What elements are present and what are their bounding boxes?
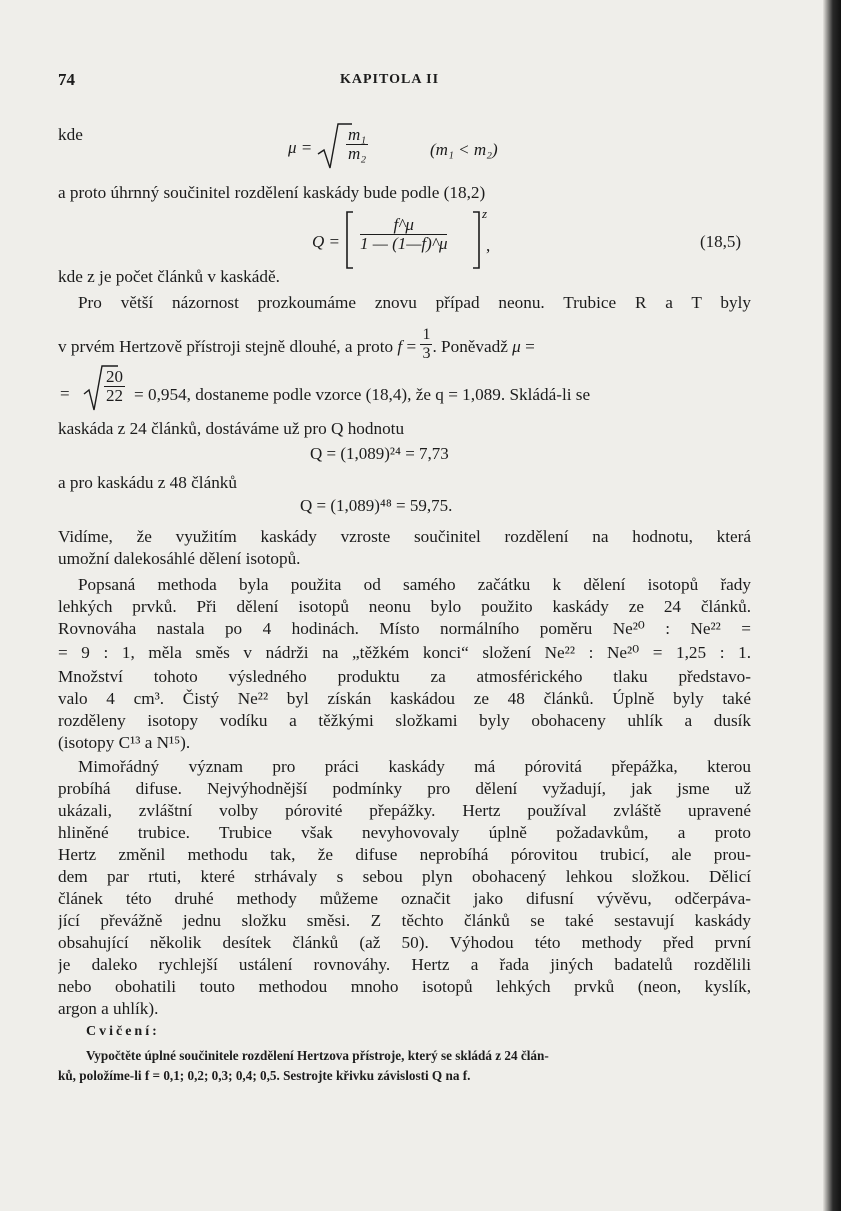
f-symbol: f [397,337,403,356]
text-line: článek této druhé methody můžeme označit jako difusní vývěvu, odčerpáva- [58,889,751,908]
text-line: a pro kaskádu z 48 článků [58,473,237,492]
text-line: dem par rtuti, které strhávaly s sebou plyn obohacený lehkou složkou. Dělicí [58,867,751,886]
frac-den: 3 [422,345,431,362]
text-fragment: v prvém Hertzově přístroji stejně dlouhé, a proto [58,337,398,356]
equals-sign: = [60,384,70,403]
text-line: Pro větší názornost prozkoumáme znovu případ neonu. Trubice R a T byly [78,293,751,312]
mu-symbol: μ [512,337,521,356]
text-line: Množství tohoto výsledného produktu za atmosférického tlaku představo- [58,667,751,686]
exercise-line: Vypočtěte úplné součinitele rozdělení Hertzova přístroje, který se skládá z 24 člán- [86,1048,549,1063]
text-line: Vidíme, že využitím kaskády vzroste součinitel rozdělení na hodnotu, která [58,527,751,546]
text-line: kde z je počet článků v kaskádě. [58,267,280,286]
sqrt-fraction [104,368,125,405]
text-line: lehkých prvků. Při dělení isotopů neonu bylo použito kaskády ze 24 článků. [58,597,751,616]
page-edge-shadow [823,0,841,1211]
q-fraction [360,216,447,253]
text-line: Hertz změnil methodu tak, že difuse neprobíhá pórovitou trubicí, ale prou- [58,845,751,864]
mu-fraction [346,126,368,163]
mu-denominator: m₂ [348,144,367,163]
text-line: ukázali, zvláštní volby pórovité přepážky. Hertz používal zvláště upravené [58,801,751,820]
exercises-heading: Cvičení: [86,1024,160,1039]
q-48-equation: Q = (1,089)⁴⁸ = 59,75. [300,496,453,515]
q-exponent: z [482,206,488,221]
q-denominator: 1 — (1—f)^μ [360,234,448,253]
text-line: obsahující několik desítek článků (až 50). Výhodou této methody před první [58,933,751,952]
text-line-f [58,326,751,363]
frac-den: 22 [106,386,123,405]
equation-number: (18,5) [700,232,742,251]
mu-equation-lhs: μ = [288,138,313,157]
text-line: umožní dalekosáhlé dělení isotopů. [58,549,301,568]
q-comma: , [486,236,491,255]
text-line: probíhá difuse. Nejvýhodnější podmínky pro dělení vyžadují, jak jsme už [58,779,751,798]
text-line: rozděleny isotopy vodíku a těžkými složkami byly obohaceny uhlík a dusík [58,711,751,730]
text-line: a proto úhrnný součinitel rozdělení kaskády bude podle (18,2) [58,183,486,202]
text-line: (isotopy C¹³ a N¹⁵). [58,733,191,752]
mu-numerator: m₁ [348,125,367,144]
text-line: Mimořádný význam pro práci kaskády má pórovitá přepážka, kterou [78,757,751,776]
kde-label: kde [58,125,83,144]
page-number: 74 [58,70,75,89]
frac-num: 20 [106,367,123,386]
q-numerator: f^μ [360,216,447,235]
text-fragment: . Poněvadž [432,337,513,356]
text-line: Rovnováha nastala po 4 hodinách. Místo normálního poměru Ne²⁰ : Ne²² = [58,619,751,638]
text-line: Popsaná methoda byla použita od samého začátku k dělení isotopů řady [78,575,751,594]
text-line: hliněné trubice. Trubice však nevyhovovaly úplně požadavkům, a proto [58,823,751,842]
text-line: valo 4 cm³. Čistý Ne²² byl získán kaskádou ze 48 článků. Úplně byly také [58,689,751,708]
text-line: jící převážně jednu složku směsi. Z těchto článků se také sestavují kaskády [58,911,751,930]
q-equation-lhs: Q = [312,232,340,251]
frac-num: 1 [422,326,431,343]
exercise-line: ků, položíme-li f = 0,1; 0,2; 0,3; 0,4; 0,5. Sestrojte křivku závislosti Q na f. [58,1068,471,1083]
text-line: kaskáda z 24 článků, dostáváme už pro Q hodnotu [58,419,405,438]
text-line: je daleko rychlejší ustálení rovnováhy. Hertz a řada jiných badatelů rozdělili [58,955,751,974]
text-line: argon a uhlík). [58,999,159,1018]
text-fragment: = [520,337,535,356]
text-fragment: = [402,337,421,356]
mu-condition: (m₁ < m₂) [430,140,498,159]
running-head: KAPITOLA II [340,72,440,87]
text-line: nebo obohatili touto methodou mnoho isotopů lehkých prvků (neon, kyslík, [58,977,751,996]
q-24-equation: Q = (1,089)²⁴ = 7,73 [310,444,449,463]
text-line: = 0,954, dostaneme podle vzorce (18,4), že q = 1,089. Skládá-li se [134,385,591,404]
text-line: = 9 : 1, měla směs v nádrži na „těžkém konci“ složení Ne²² : Ne²⁰ = 1,25 : 1. [58,643,751,662]
